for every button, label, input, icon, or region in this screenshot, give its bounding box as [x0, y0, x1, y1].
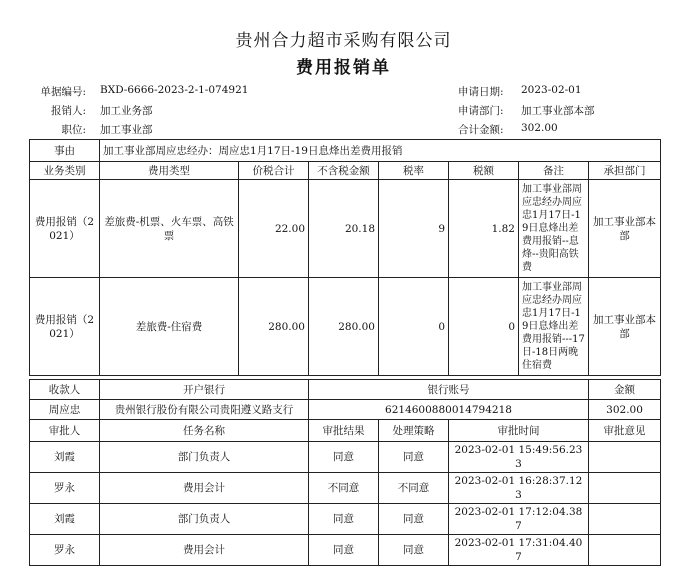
- approval-col-header: 审批时间: [449, 420, 589, 442]
- payee-header: 收款人: [30, 380, 100, 400]
- item-note: 加工事业部周应忠经办周应忠1月17日-19日息烽出差费用报销---17日-18日两晚住宿费: [519, 278, 589, 376]
- total-value: 302.00: [521, 122, 558, 134]
- item-net: 20.18: [309, 180, 379, 278]
- position-label: 职位:: [61, 124, 86, 136]
- account-value: 6214600880014794218: [309, 400, 589, 420]
- item-type: 差旅费-住宿费: [100, 278, 239, 376]
- task-name: 部门负责人: [100, 442, 309, 473]
- approval-strategy: 同意: [379, 535, 449, 566]
- item-dept: 加工事业部本部: [589, 278, 661, 376]
- item-rate: 9: [379, 180, 449, 278]
- approval-opinion: [589, 504, 661, 535]
- col-header: 税额: [449, 162, 519, 180]
- col-header: 不含税金额: [309, 162, 379, 180]
- payment-header-row: [30, 380, 661, 400]
- approval-row: [30, 504, 661, 535]
- doc-no-label: 单据编号:: [40, 86, 86, 98]
- col-header: 承担部门: [589, 162, 661, 180]
- col-header: 备注: [519, 162, 589, 180]
- item-category: 费用报销（2021）: [30, 278, 100, 376]
- item-type: 差旅费-机票、火车票、高铁票: [100, 180, 239, 278]
- total-label: 合计金额:: [458, 124, 504, 136]
- date-value: 2023-02-01: [521, 84, 582, 96]
- approval-strategy: 不同意: [379, 473, 449, 504]
- approval-row: [30, 442, 661, 473]
- dept-value: 加工事业部本部: [521, 105, 595, 117]
- account-header: 银行账号: [309, 380, 589, 400]
- task-name: 费用会计: [100, 473, 309, 504]
- col-header: 价税合计: [239, 162, 309, 180]
- reason-text: 加工事业部周应忠经办：周应忠1月17日-19日息烽出差费用报销: [100, 140, 661, 162]
- approval-col-header: 处理策略: [379, 420, 449, 442]
- approval-result: 同意: [309, 504, 379, 535]
- dept-label: 申请部门:: [458, 105, 504, 117]
- item-rate: 0: [379, 278, 449, 376]
- item-dept: 加工事业部本部: [589, 180, 661, 278]
- approval-row: [30, 535, 661, 566]
- doc-no-value: BXD-6666-2023-2-1-074921: [100, 84, 249, 96]
- approver: 罗永: [30, 535, 100, 566]
- approval-row: [30, 473, 661, 504]
- approver: 罗永: [30, 473, 100, 504]
- table-row: [30, 278, 661, 376]
- position-value: 加工事业部: [100, 124, 153, 136]
- approval-time: 2023-02-01 15:49:56.233: [449, 442, 589, 473]
- approval-col-header: 审批人: [30, 420, 100, 442]
- col-header: 税率: [379, 162, 449, 180]
- approval-col-header: 任务名称: [100, 420, 309, 442]
- approval-result: 同意: [309, 442, 379, 473]
- item-gross: 22.00: [239, 180, 309, 278]
- approval-result: 同意: [309, 535, 379, 566]
- reason-row: [30, 140, 661, 162]
- item-category: 费用报销（2021）: [30, 180, 100, 278]
- approval-opinion: [589, 442, 661, 473]
- expense-table: [29, 139, 661, 566]
- approval-time: 2023-02-01 16:28:37.123: [449, 473, 589, 504]
- approval-opinion: [589, 535, 661, 566]
- approval-time: 2023-02-01 17:31:04.407: [449, 535, 589, 566]
- task-name: 部门负责人: [100, 504, 309, 535]
- table-row: [30, 180, 661, 278]
- item-tax: 0: [449, 278, 519, 376]
- date-label: 申请日期:: [458, 86, 504, 98]
- col-header: 业务类别: [30, 162, 100, 180]
- task-name: 费用会计: [100, 535, 309, 566]
- document-title: 费用报销单: [296, 58, 391, 78]
- approval-strategy: 同意: [379, 442, 449, 473]
- item-net: 280.00: [309, 278, 379, 376]
- approver: 刘霞: [30, 442, 100, 473]
- applicant-label: 报销人:: [50, 105, 86, 117]
- applicant-value: 加工业务部: [100, 105, 153, 117]
- approval-strategy: 同意: [379, 504, 449, 535]
- payee-value: 周应忠: [30, 400, 100, 420]
- reason-label: 事由: [30, 140, 100, 162]
- col-header: 费用类型: [100, 162, 239, 180]
- approval-time: 2023-02-01 17:12:04.387: [449, 504, 589, 535]
- approver: 刘霞: [30, 504, 100, 535]
- payment-row: [30, 400, 661, 420]
- approval-col-header: 审批意见: [589, 420, 661, 442]
- amount-value: 302.00: [589, 400, 661, 420]
- items-header-row: [30, 162, 661, 180]
- approval-col-header: 审批结果: [309, 420, 379, 442]
- amount-header: 金额: [589, 380, 661, 400]
- item-gross: 280.00: [239, 278, 309, 376]
- approval-header-row: [30, 420, 661, 442]
- item-note: 加工事业部周应忠经办周应忠1月17日-19日息烽出差费用报销--息烽--贵阳高铁费: [519, 180, 589, 278]
- bank-header: 开户银行: [100, 380, 309, 400]
- bank-value: 贵州银行股份有限公司贵阳遵义路支行: [100, 400, 309, 420]
- item-tax: 1.82: [449, 180, 519, 278]
- approval-result: 不同意: [309, 473, 379, 504]
- approval-opinion: [589, 473, 661, 504]
- company-name: 贵州合力超市采购有限公司: [235, 31, 452, 51]
